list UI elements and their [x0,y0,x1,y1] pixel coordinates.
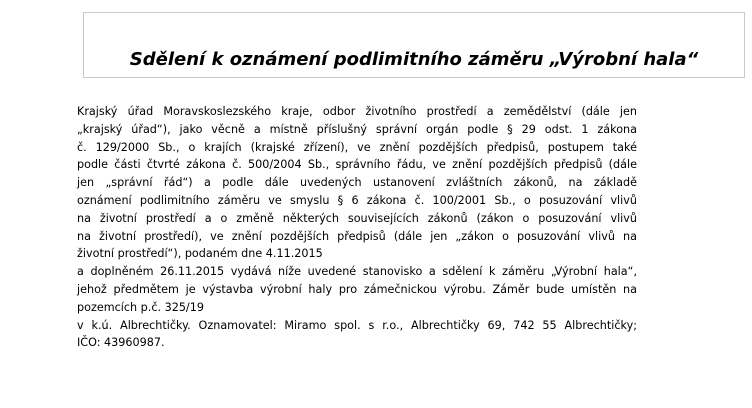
text-line: IČO: 43960987. [77,336,165,350]
document-body [77,103,637,352]
text-line: podle části čtvrté zákona č. 500/2004 Sb., správního řádu, ve znění pozdějších předpisů (dále [77,158,637,172]
text-line: jen „správní řád“) a podle dále uvedených ustanovení zvláštních zákonů, na základě [77,176,637,190]
text-line: na životní prostředí a o změně některých souvisejících zákonů (zákon o posuzování vlivů [77,211,637,225]
paragraph-intro [77,103,637,263]
paragraph-decision [77,263,637,316]
text-line: životní prostředí“), podaném dne 4.11.2015 [77,247,323,261]
document-title: Sdělení k oznámení podlimitního záměru „Výrobní hala“ [129,49,699,70]
text-line: jehož předmětem je výstavba výrobní haly pro zámečnickou výrobu. Záměr bude umístěn na [77,282,637,296]
text-line: v k.ú. Albrechtičky. Oznamovatel: Miramo spol. s r.o., Albrechtičky 69, 742 55 Albrechtičky; [77,318,637,332]
text-line: Krajský úřad Moravskoslezského kraje, odbor životního prostředí a zemědělství (dále jen [77,105,637,118]
title-box [83,12,745,78]
paragraph-location [77,317,637,353]
text-line: a doplněném 26.11.2015 vydává níže uvedené stanovisko a sdělení k záměru „Výrobní hala“, [77,265,637,279]
text-line: „krajský úřad“), jako věcně a místně příslušný správní orgán podle § 29 odst. 1 zákona [77,122,637,136]
text-line: č. 129/2000 Sb., o krajích (krajské zřízení), ve znění pozdějších předpisů, postupem také [77,140,637,154]
text-line: na životní prostředí), ve znění pozdějších předpisů (dále jen „zákon o posuzování vlivů na [77,229,637,243]
text-line: oznámení podlimitního záměru ve smyslu § 6 zákona č. 100/2001 Sb., o posuzování vlivů [77,193,637,207]
text-line: pozemcích p.č. 325/19 [77,300,204,314]
